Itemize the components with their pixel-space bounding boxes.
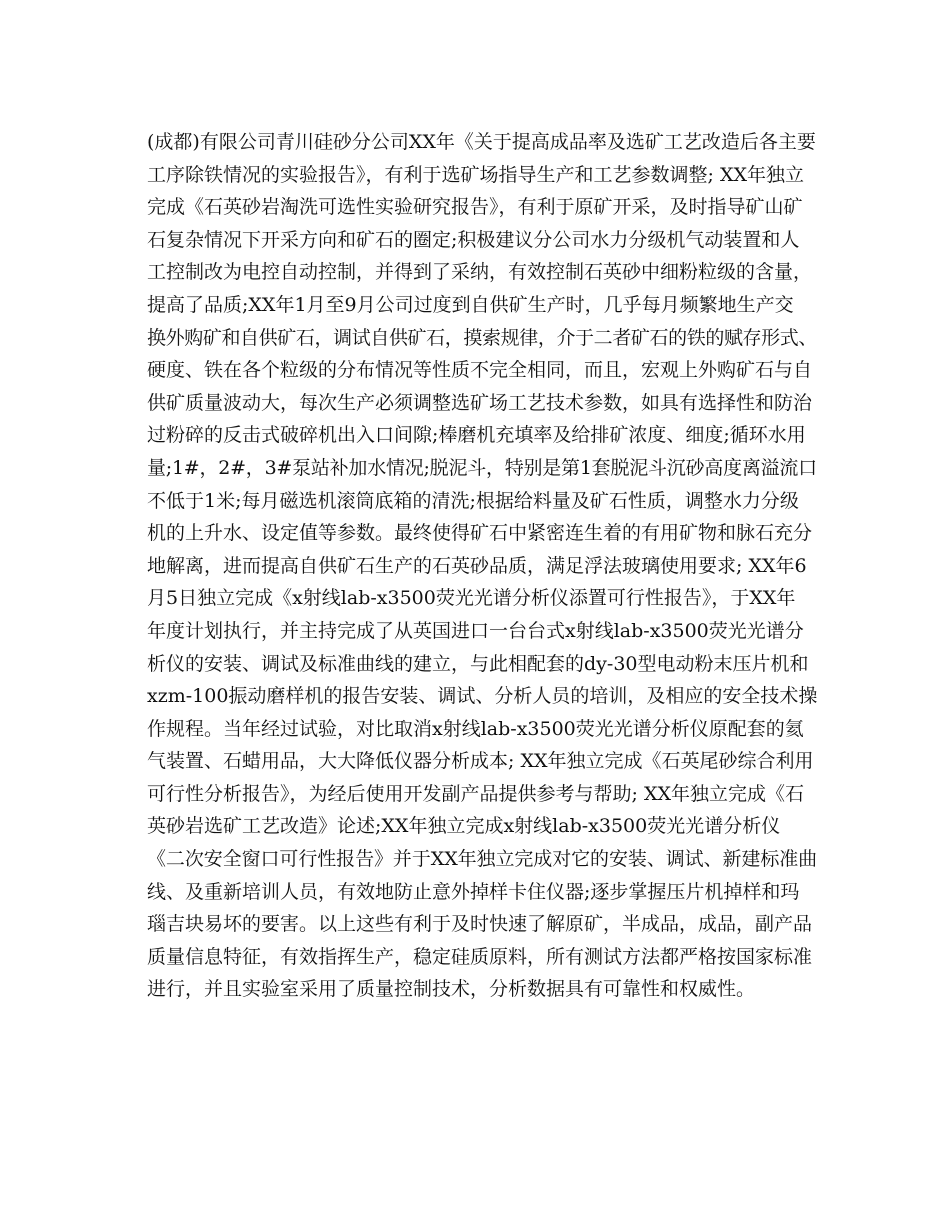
text-line: xzm-100振动磨样机的报告安装、调试、分析人员的培训，及相应的安全技术操 xyxy=(147,685,818,708)
text-line: 工序除铁情况的实验报告》，有利于选矿场指导生产和工艺参数调整; XX年独立 xyxy=(147,163,804,186)
text-line: 换外购矿和自供矿石，调试自供矿石，摸索规律，介于二者矿石的铁的赋存形式、 xyxy=(147,326,817,349)
text-line: 进行，并且实验室采用了质量控制技术，分析数据具有可靠性和权威性。 xyxy=(147,978,756,1001)
text-line: 析仪的安装、调试及标准曲线的建立，与此相配套的dy-30型电动粉末压片机和 xyxy=(147,652,809,675)
text-line: 过粉碎的反击式破碎机出入口间隙;棒磨机充填率及给排矿浓度、细度;循环水用 xyxy=(147,424,806,447)
text-line: 机的上升水、设定值等参数。最终使得矿石中紧密连生着的有用矿物和脉石充分 xyxy=(147,522,813,545)
text-line: 《二次安全窗口可行性报告》并于XX年独立完成对它的安装、调试、新建标准曲 xyxy=(147,848,818,871)
text-line: 月5日独立完成《x射线lab-x3500荧光光谱分析仪添置可行性报告》，于XX年 xyxy=(147,587,796,610)
text-line: 线、及重新培训人员，有效地防止意外掉样卡住仪器;逐步掌握压片机掉样和玛 xyxy=(147,880,800,903)
text-line: 英砂岩选矿工艺改造》论述;XX年独立完成x射线lab-x3500荧光光谱分析仪 xyxy=(147,815,781,838)
body-paragraph xyxy=(147,126,817,1006)
text-line: 硬度、铁在各个粒级的分布情况等性质不完全相同，而且，宏观上外购矿石与自 xyxy=(147,359,813,382)
text-line: 石复杂情况下开采方向和矿石的圈定;积极建议分公司水力分级机气动装置和人 xyxy=(147,228,800,251)
text-line: 提高了品质;XX年1月至9月公司过度到自供矿生产时，几乎每月频繁地生产交 xyxy=(147,293,794,316)
text-line: 工控制改为电控自动控制，并得到了采纳，有效控制石英砂中细粉粒级的含量， xyxy=(147,261,813,284)
text-line: 年度计划执行，并主持完成了从英国进口一台台式x射线lab-x3500荧光光谱分 xyxy=(147,619,804,642)
text-line: 质量信息特征，有效指挥生产，稳定硅质原料，所有测试方法都严格按国家标准 xyxy=(147,945,813,968)
text-line: 不低于1米;每月磁选机滚筒底箱的清洗;根据给料量及矿石性质，调整水力分级 xyxy=(147,489,799,512)
text-line: 气装置、石蜡用品，大大降低仪器分析成本; XX年独立完成《石英尾砂综合利用 xyxy=(147,750,814,773)
text-line: 量;1#，2#，3#泵站补加水情况;脱泥斗，特别是第1套脱泥斗沉砂高度离溢流口 xyxy=(147,456,817,479)
text-line: 地解离，进而提高自供矿石生产的石英砂品质，满足浮法玻璃使用要求; XX年6 xyxy=(147,554,807,577)
text-line: 完成《石英砂岩淘洗可选性实验研究报告》，有利于原矿开采，及时指导矿山矿 xyxy=(147,196,803,219)
text-line: 供矿质量波动大，每次生产必须调整选矿场工艺技术参数，如具有选择性和防治 xyxy=(147,391,813,414)
text-line: 瑙吉块易坏的要害。以上这些有利于及时快速了解原矿，半成品，成品，副产品 xyxy=(147,913,813,936)
text-line: 作规程。当年经过试验，对比取消x射线lab-x3500荧光光谱分析仪原配套的氦 xyxy=(147,717,804,740)
text-line: (成都)有限公司青川硅砂分公司XX年《关于提高成品率及选矿工艺改造后各主要 xyxy=(147,131,816,153)
text-line: 可行性分析报告》，为经后使用开发副产品提供参考与帮助; XX年独立完成《石 xyxy=(147,782,804,805)
